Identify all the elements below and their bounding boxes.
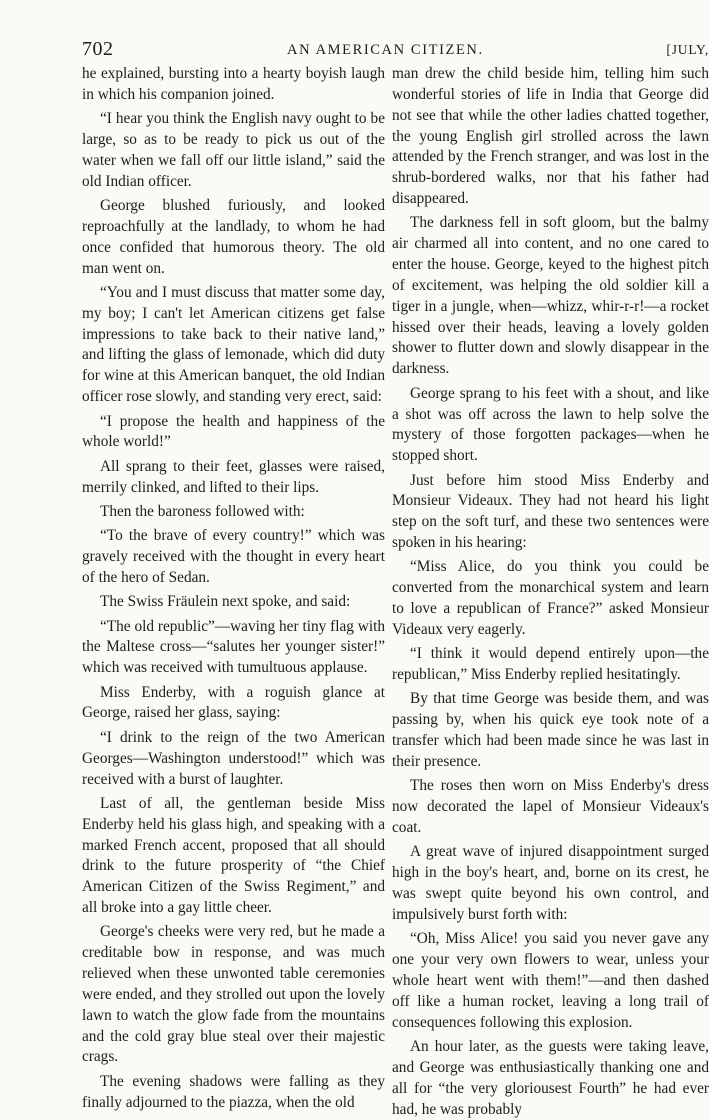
paragraph: George sprang to his feet with a shout, and like a shot was off across the lawn to help solve the mystery of those forgotten packages—when he stopped short. <box>392 384 709 465</box>
paragraph: The evening shadows were falling as they finally adjourned to the piazza, when the old <box>82 1072 385 1111</box>
page-header <box>82 38 709 64</box>
paragraph: man drew the child beside him, telling him such wonderful stories of life in India that George did not see that while the other ladies chatted together, the young English girl strolled across the lawn attended by the French stranger, and was lost in the shrub-bordered walks, nor that his father had disappeared. <box>392 65 709 208</box>
paragraph: he explained, bursting into a hearty boyish laugh in which his companion joined. <box>82 65 385 103</box>
paragraph: “Miss Alice, do you think you could be converted from the monarchical system and learn to love a republican of France?” asked Monsieur Videaux very eagerly. <box>392 558 709 638</box>
paragraph: By that time George was beside them, and was passing by, when his quick eye took note of a transfer which had been made since he was last in their presence. <box>392 690 709 770</box>
issue-month: [JULY, <box>666 42 709 57</box>
paragraph: Then the baroness followed with: <box>100 502 305 520</box>
paragraph: “The old republic”—waving her tiny flag with the Maltese cross—“salutes her younger sister!” which was received with tumultuous applause. <box>82 617 385 677</box>
paragraph: “You and I must discuss that matter some day, my boy; I can't let American citizens get false impressions to take back to their native land,” and lifting the glass of lemonade, which did duty for wine at this American banquet, the old Indian officer rose slowly, and standing very erect, said: <box>82 283 385 406</box>
paragraph: George blushed furiously, and looked reproachfully at the landlady, to whom he had once confided that humorous theory. The old man went on. <box>82 197 385 277</box>
paragraph: The Swiss Fräulein next spoke, and said: <box>100 593 351 611</box>
paragraph: An hour later, as the guests were taking leave, and George was enthusiastically thanking one and all for “the very gloriousest Fourth” he had ever had, he was probably <box>392 1037 709 1118</box>
paragraph: Just before him stood Miss Enderby and Monsieur Videaux. They had not heard his light step on the soft turf, and these two sentences were spoken in his hearing: <box>392 471 709 552</box>
paragraph: The darkness fell in soft gloom, but the balmy air charmed all into content, and no one cared to enter the house. George, keyed to the highest pitch of excitement, was helping the old soldier kill a tiger in a jungle, when—whizz, whir-r-r!—a rocket hissed over their heads, leaving a lovely golden shower to flutter down and slowly disappear in the darkness. <box>392 214 709 378</box>
paragraph: “I think it would depend entirely upon—the republican,” Miss Enderby replied hesitatingly. <box>392 645 709 684</box>
page-number: 702 <box>82 38 114 60</box>
paragraph: A great wave of injured disappointment surged high in the boy's heart, and, borne on its crest, he was swept quite beyond his own control, and impulsively burst forth with: <box>392 843 709 923</box>
paragraph: “I propose the health and happiness of the whole world!” <box>82 412 385 451</box>
paragraph: “To the brave of every country!” which was gravely received with the thought in every heart of the hero of Sedan. <box>82 527 385 586</box>
paragraph: George's cheeks were very red, but he made a creditable bow in response, and was much relieved when these unwonted table ceremonies were ended, and they strolled out upon the lovely lawn to watch the glow fade from the mountains and the cold gray blue steal over their majestic crags. <box>82 923 385 1066</box>
paragraph: “I hear you think the English navy ought to be large, so as to be ready to pick us out of the water when we fall off our little island,” said the old Indian officer. <box>82 110 385 190</box>
right-column <box>392 64 709 1120</box>
running-head: AN AMERICAN CITIZEN. <box>287 42 484 58</box>
paragraph: Last of all, the gentleman beside Miss Enderby held his glass high, and speaking with a marked French accent, proposed that all should drink to the future prosperity of “the Chief American Citizen of the Swiss Regiment,” and all broke into a gay little cheer. <box>82 794 385 917</box>
paragraph: “Oh, Miss Alice! you said you never gave any one your very own flowers to wear, unless your whole heart went with them!”—and then dashed off like a human rocket, leaving a long trail of consequences following this explosion. <box>392 930 709 1031</box>
paragraph: The roses then worn on Miss Enderby's dress now decorated the lapel of Monsieur Videaux's coat. <box>392 777 709 837</box>
left-column <box>82 64 385 1114</box>
paragraph: Miss Enderby, with a roguish glance at George, raised her glass, saying: <box>82 683 385 722</box>
paragraph: All sprang to their feet, glasses were raised, merrily clinked, and lifted to their lips. <box>82 457 385 496</box>
paragraph: “I drink to the reign of the two American Georges—Washington understood!” which was received with a burst of laughter. <box>82 728 385 788</box>
